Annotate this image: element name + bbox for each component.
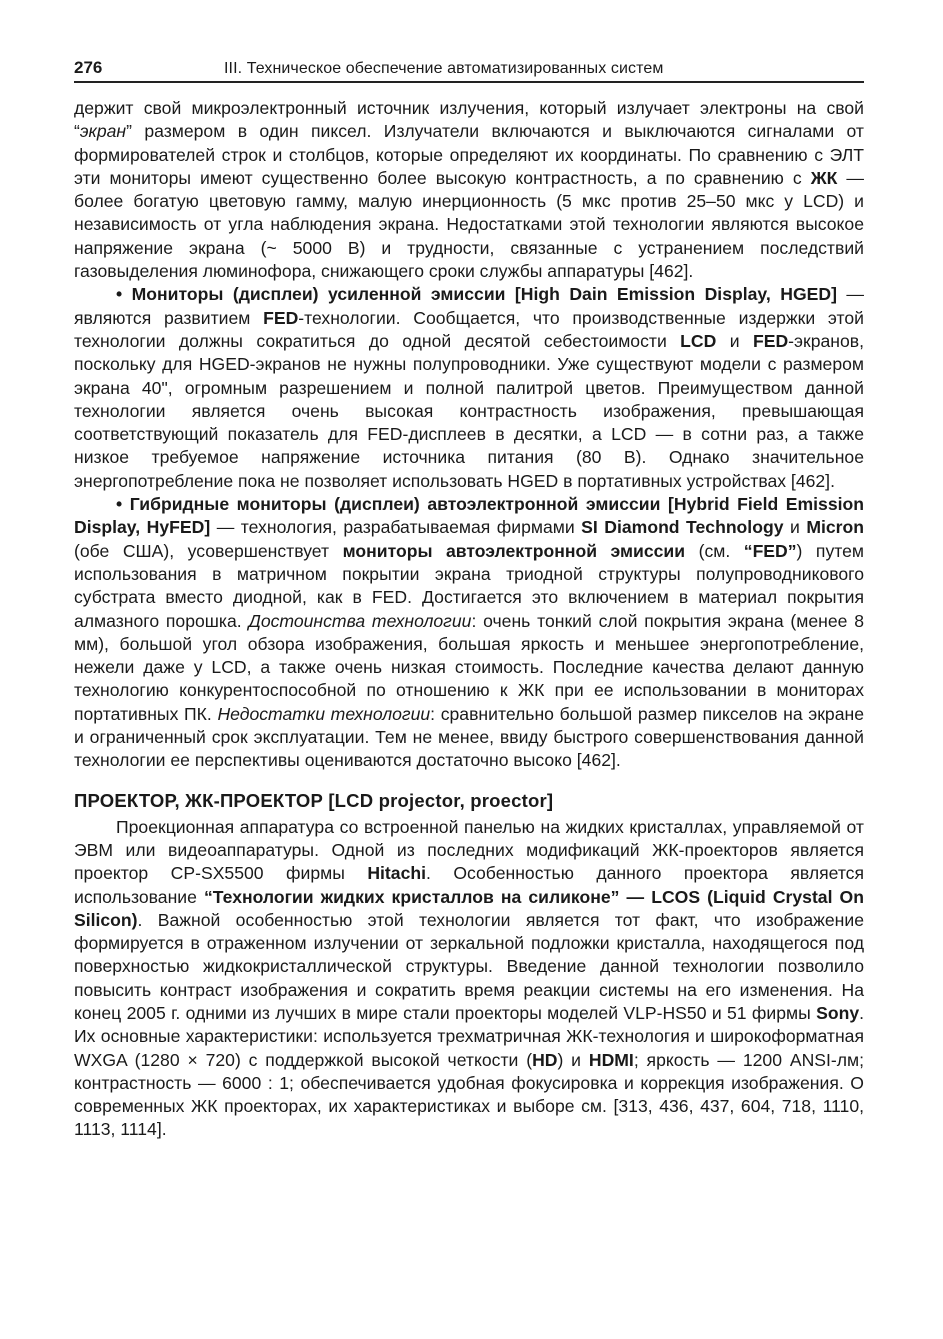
bold-term: HD xyxy=(532,1049,558,1070)
text-run: : сравнительно большой размер пикселов на экране и ограниченный срок эксплуатации. Тем не менее, ввиду быстрого совершенствования данной технологии ее перспективы оцениваются достаточно высоко [462]. xyxy=(74,703,864,771)
text-run: держит свой микроэлектронный источник излучения, который излучает электроны на свой “ xyxy=(74,98,864,142)
italic-term: Недостатки технологии xyxy=(217,703,431,724)
text-run: ) и xyxy=(557,1049,589,1070)
text-run: — являются развитием xyxy=(74,284,864,328)
italic-term: Достоинства технологии xyxy=(248,610,472,631)
text-run: . Их основные характеристики: используется трехматричная ЖК-технология и широкоформатная WXGA (1280 × 720) с поддержкой высокой четкости ( xyxy=(74,1002,864,1070)
body-text xyxy=(74,97,864,1142)
text-run: -технологии. Сообщается, что производственные издержки этой технологии должны сократиться до одной десятой себестоимости xyxy=(74,307,864,351)
bold-term: мониторы автоэлектронной эмиссии xyxy=(342,540,686,561)
bold-term: Micron xyxy=(806,517,864,538)
bold-term: “Технологии жидких кристаллов на силиконе” — LCOS (Liquid Crystal On Silicon) xyxy=(74,886,864,930)
bold-term: Hitachi xyxy=(367,863,426,884)
entry-hged xyxy=(74,283,864,493)
text-run: (обе США), усовершенствует xyxy=(74,540,343,561)
paragraph-continuation xyxy=(74,97,864,283)
entry-hyfed xyxy=(74,493,864,773)
italic-term: экран xyxy=(79,121,127,142)
bold-term: ЖК xyxy=(810,167,838,188)
bold-term: Sony xyxy=(816,1002,860,1023)
text-run: ” размером в один пиксел. Излучатели включаются и выключаются сигналами от формирователей строк и столбцов, которые определяют их координаты. По сравнению с ЭЛТ эти мониторы имеют существенно более высокую контрастность, а по сравнению с xyxy=(74,121,864,188)
text-run: -экранов, поскольку для HGED-экранов не нужны полупроводники. Уже существуют модели с размером экрана 40", огромным разрешением и полной палитрой цветов. Преимуществом данной технологии является очень высокая контрастность изображения, превышающая соответствующий показатель для FED-дисплеев в десятки, а LCD — в сотни раз, а также низкое требуемое напряжение источника питания (80 В). Однако значительное энергопотребление пока не позволяет использовать HGED в портативных устройствах [462]. xyxy=(74,330,864,491)
page xyxy=(74,58,864,1142)
text-run: : очень тонкий слой покрытия экрана (менее 8 мм), большой угол обзора изображения, большая яркость и меньшее энергопотребление, нежели даже у LCD, а также очень низкая стоимость. Последние качества делают данную технологию конкурентоспособной по отношению к ЖК при ее использовании в мониторах портативных ПК. xyxy=(74,610,864,724)
text-run: — более богатую цветовую гамму, малую инерционность (5 мкс против 25–50 мкс у LCD) и независимость от угла наблюдения экрана. Недостатками этой технологии являются высокое напряжение экрана (~ 5000 В) и трудности, связанные с устранением последствий газовыделения люминофора, снижающего сроки службы аппаратуры [462]. xyxy=(74,167,865,282)
text-run: ) путем использования в матричном покрытии экрана триодной структуры полупроводникового субстрата вместо диодной, как в FED. Достигается это включением в материал покрытия алмазного порошка. xyxy=(74,540,864,631)
cross-reference: “FED” xyxy=(743,540,797,561)
bold-term: FED xyxy=(263,307,299,328)
bold-term: HDMI xyxy=(588,1049,634,1070)
text-run: и xyxy=(783,517,807,538)
entry-title: • Мониторы (дисплеи) усиленной эмиссии [High Dain Emission Display, HGED] xyxy=(116,284,837,305)
bold-term: LCD xyxy=(680,330,717,351)
text-run: . Важной особенностью этой технологии является тот факт, что изображение формируется в отраженном излучении от зеркальной подложки кристалла, находящегося под поверхностью жидкокристаллической структуры. Введение данной технологии позволило повысить контраст изображения и сократить время реакции системы на его изменения. На конец 2005 г. одними из лучших в мире стали проекторы моделей VLP-HS50 и 51 фирмы xyxy=(74,909,864,1023)
page-number: 276 xyxy=(74,58,103,77)
entry-projector xyxy=(74,816,864,1142)
text-run: — технология, разрабатываемая фирмами xyxy=(210,517,582,538)
entry-title: • Гибридные мониторы (дисплеи) автоэлектронной эмиссии [Hybrid Field Emission Display, HyFED] xyxy=(74,494,864,538)
text-run: (см. xyxy=(685,540,744,561)
text-run: ; яркость — 1200 ANSI-лм; контрастность — 6000 : 1; обеспечивается удобная фокусировка и коррекция изображения. О современных ЖК проекторах, их характеристиках и выборе см. [313, 436, 437, 604, 718, 1110, 1113, 1114]. xyxy=(74,1049,865,1140)
text-run: и xyxy=(716,330,753,351)
bold-term: FED xyxy=(752,330,789,351)
section-heading: ПРОЕКТОР, ЖК-ПРОЕКТОР [LCD projector, proector] xyxy=(74,789,554,811)
running-header xyxy=(74,58,864,83)
running-header-title: III. Техническое обеспечение автоматизированных систем xyxy=(224,60,664,77)
text-run: . Особенностью данного проектора является использование xyxy=(74,863,865,907)
text-run: Проекционная аппаратура со встроенной панелью на жидких кристаллах, управляемой от ЭВМ или видеоаппаратуры. Одной из последних модификаций ЖК-проекторов является проектор CP-SX5500 фирмы xyxy=(74,816,864,884)
bold-term: SI Diamond Technology xyxy=(581,517,784,538)
